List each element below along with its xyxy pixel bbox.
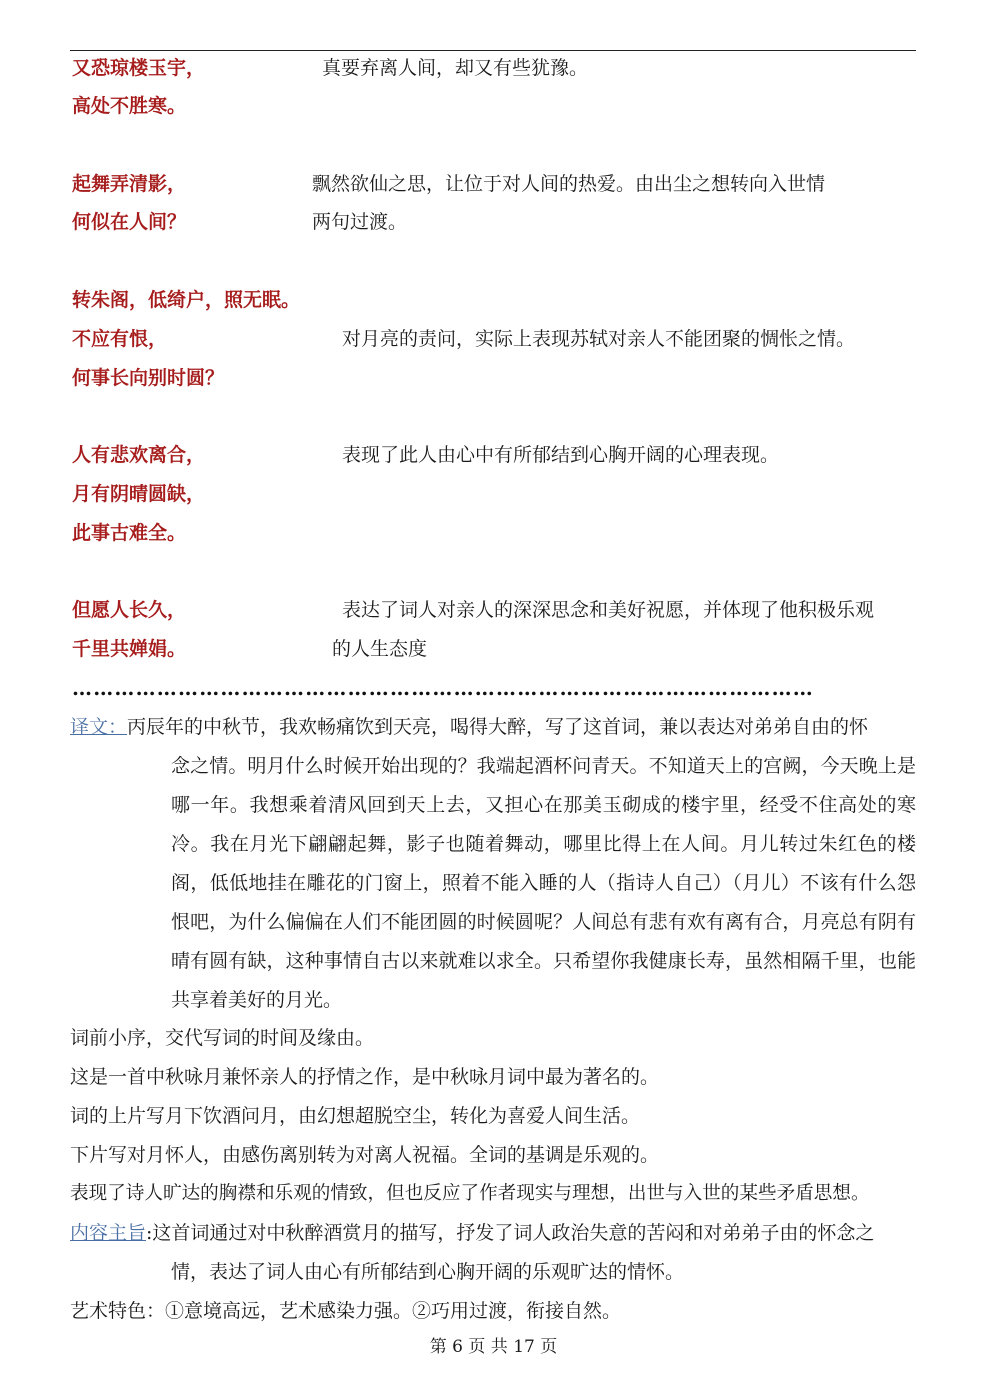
poem-line: 转朱阁，低绮户，照无眠。 <box>72 289 301 311</box>
poem-line: 此事古难全。 <box>72 522 187 544</box>
translation-body: 念之情。明月什么时候开始出现的？我端起酒杯问青天。不知道天上的宫阙，今天晚上是哪一年。我想乘着清风回到天上去，又担心在那美玉砌成的楼宇里，经受不住高处的寒冷。我在月光下翩翩起舞，影子也随着舞动，哪里比得上在人间。月儿转过朱红色的楼阁，低低地挂在雕花的门窗上，照着不能入睡的人（指诗人自己）（月儿）不该有什么怨恨吧，为什么偏偏在人们不能团圆的时候圆呢？人间总有悲有欢有离有合，月亮总有阴有晴有圆有缺，这种事情自古以来就难以求全。只希望你我健康长寿，虽然相隔千里，也能共享着美好的月光。 <box>171 755 916 1011</box>
poem-note: 飘然欲仙之思，让位于对人间的热爱。由出尘之想转向入世情 <box>312 173 826 195</box>
top-rule <box>70 50 916 51</box>
paragraph: 下片写对月怀人，由感伤离别转为对离人祝福。全词的基调是乐观的。 <box>70 1144 660 1166</box>
theme-text-cont: 情，表达了词人由心有所郁结到心胸开阔的乐观旷达的情怀。 <box>171 1261 685 1283</box>
translation-label[interactable]: 译文： <box>70 716 128 738</box>
theme-line <box>70 1221 874 1245</box>
poem-note: 表达了词人对亲人的深深思念和美好祝愿，并体现了他积极乐观 <box>342 599 875 621</box>
theme-sep: : <box>146 1222 153 1244</box>
poem-line: 月有阴晴圆缺， <box>72 483 206 505</box>
poem-line: 何似在人间？ <box>72 211 187 233</box>
poem-note: 表现了此人由心中有所郁结到心胸开阔的心理表现。 <box>342 444 780 466</box>
art-features: 艺术特色：①意境高远，艺术感染力强。②巧用过渡，衔接自然。 <box>70 1300 622 1322</box>
translation-block <box>70 708 916 1020</box>
poem-line: 起舞弄清影， <box>72 173 187 195</box>
paragraph: 词前小序，交代写词的时间及缘由。 <box>70 1027 375 1049</box>
poem-line: 高处不胜寒。 <box>72 95 187 117</box>
paragraph: 表现了诗人旷达的胸襟和乐观的情致，但也反应了作者现实与理想，出世与入世的某些矛盾思想。 <box>70 1183 870 1204</box>
poem-note: 对月亮的责问，实际上表现苏轼对亲人不能团聚的惆怅之情。 <box>342 328 856 350</box>
paragraph: 这是一首中秋咏月兼怀亲人的抒情之作，是中秋咏月词中最为著名的。 <box>70 1066 660 1088</box>
paragraph: 词的上片写月下饮酒问月，由幻想超脱空尘，转化为喜爱人间生活。 <box>70 1105 641 1127</box>
poem-line: 千里共婵娟。 <box>72 638 187 660</box>
theme-text: 这首词通过对中秋醉酒赏月的描写，抒发了词人政治失意的苦闷和对弟弟子由的怀念之 <box>152 1222 875 1244</box>
poem-note: 真要弃离人间，却又有些犹豫。 <box>322 57 589 79</box>
translation-first-line: 丙辰年的中秋节，我欢畅痛饮到天亮，喝得大醉，写了这首词，兼以表达对弟弟自由的怀 <box>127 716 869 738</box>
poem-line: 又恐琼楼玉宇， <box>72 57 206 79</box>
theme-label[interactable]: 内容主旨 <box>70 1222 147 1244</box>
dotted-separator: …………………………………………………………………………………………… <box>72 676 814 696</box>
poem-line: 不应有恨， <box>72 328 168 350</box>
poem-line: 何事长向别时圆？ <box>72 367 225 389</box>
page-number: 第 6 页 共 17 页 <box>429 1337 558 1357</box>
poem-note: 两句过渡。 <box>312 211 408 233</box>
poem-line: 但愿人长久， <box>72 599 187 621</box>
poem-note: 的人生态度 <box>332 638 428 660</box>
poem-line: 人有悲欢离合， <box>72 444 206 466</box>
